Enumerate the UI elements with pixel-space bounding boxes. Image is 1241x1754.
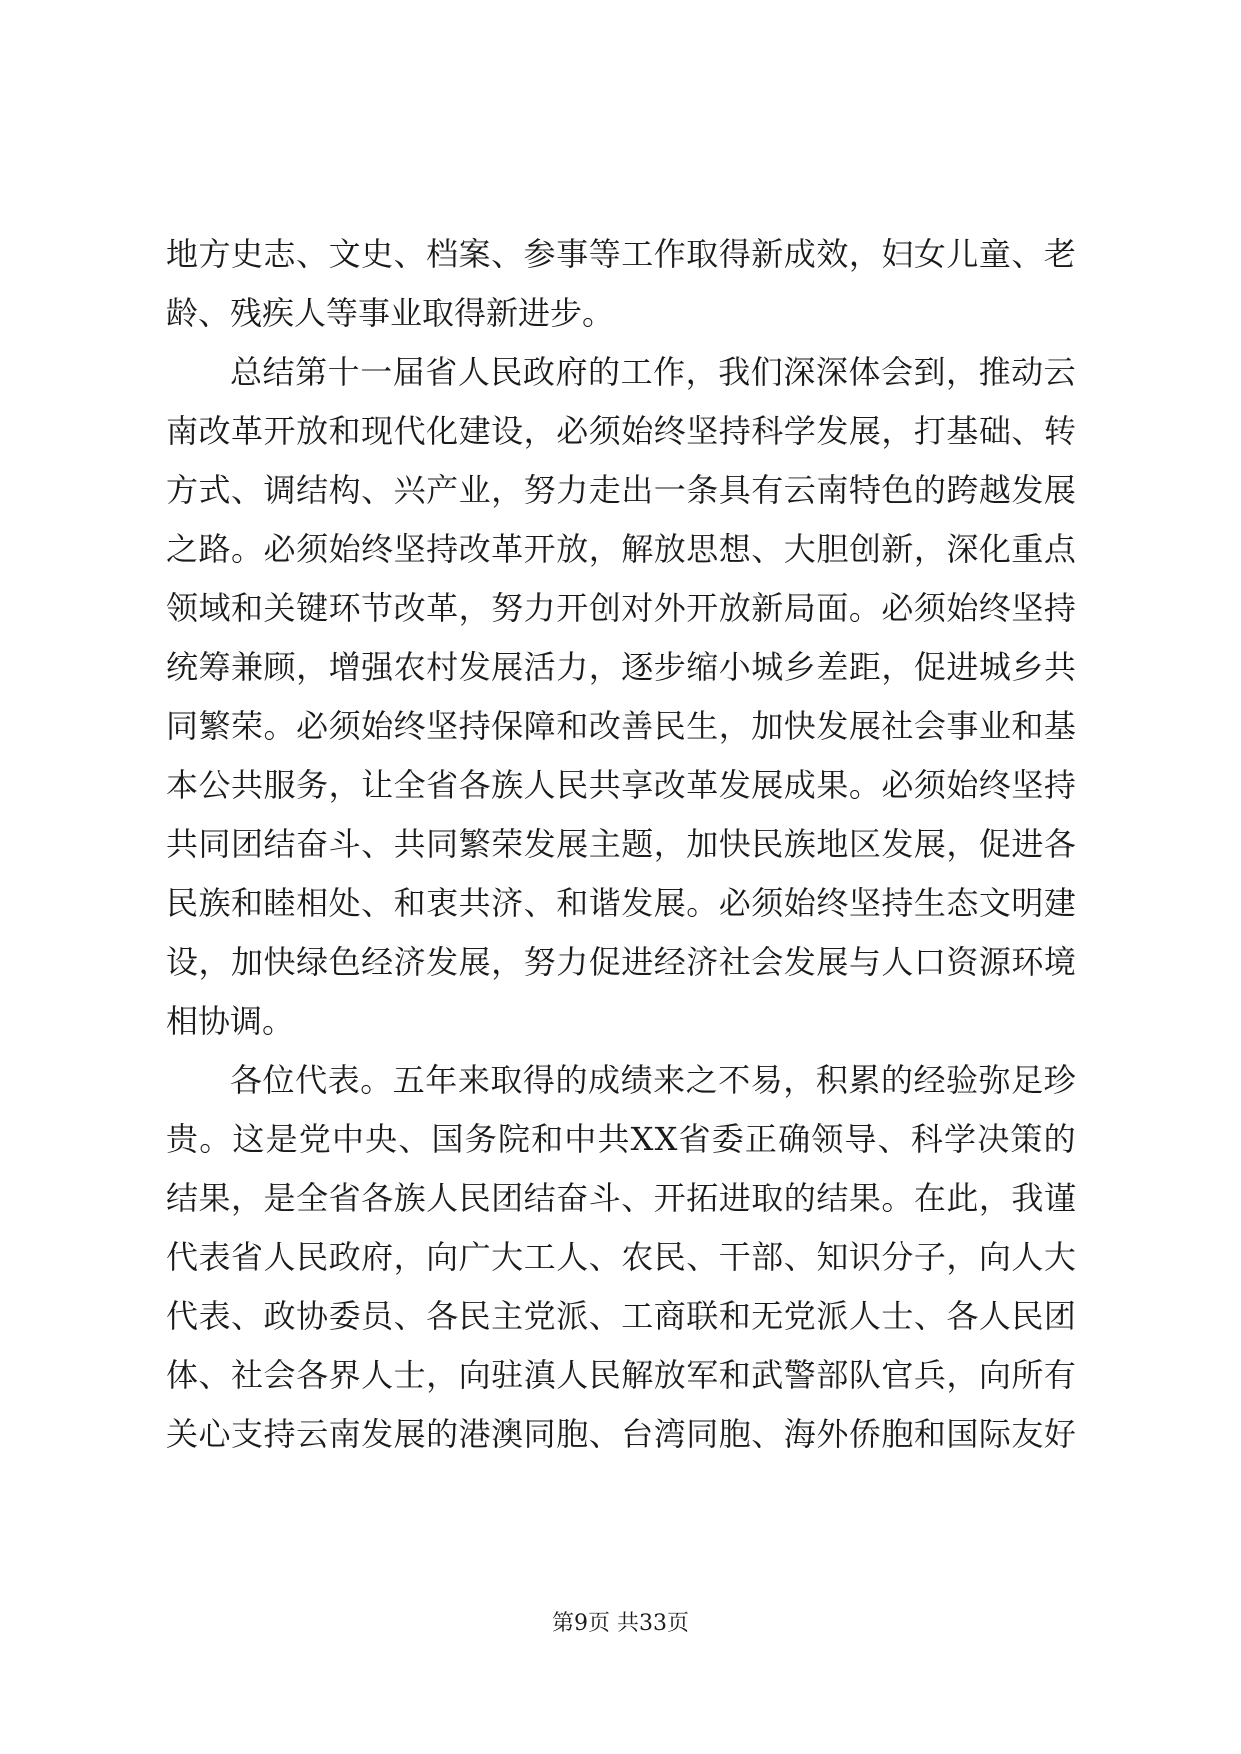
text-line: 代 表 、 政 协 委 员 、 各 民 主 党 派 、 工 商 联 和 无 党 派 人 士 、 各 人 民 团 — [166, 1297, 1076, 1335]
text-line: 相协调。 — [166, 1002, 295, 1040]
text-line: 统 筹 兼 顾 ， 增 强 农 村 发 展 活 力 ， 逐 步 缩 小 城 乡 差 距 ， 促 进 城 乡 共 — [166, 648, 1076, 686]
text-line: 贵 。 这 是 党 中 央 、 国 务 院 和 中 共 X X 省 委 正 确 领 导 、 科 学 决 策 的 — [166, 1120, 1076, 1158]
text-line: 地 方 史 志 、 文 史 、 档 案 、 参 事 等 工 作 取 得 新 成 效 ， 妇 女 儿 童 、 老 — [166, 235, 1076, 273]
text-line: 民 族 和 睦 相 处 、 和 衷 共 济 、 和 谐 发 展 。 必 须 始 终 坚 持 生 态 文 明 建 — [166, 884, 1076, 922]
text-line: 南 改 革 开 放 和 现 代 化 建 设 ， 必 须 始 终 坚 持 科 学 发 展 ， 打 基 础 、 转 — [166, 412, 1076, 450]
text-line: 同 繁 荣 。 必 须 始 终 坚 持 保 障 和 改 善 民 生 ， 加 快 发 展 社 会 事 业 和 基 — [166, 707, 1076, 745]
page-footer: 第9页 共33页 — [552, 1611, 689, 1636]
text-line: 本 公 共 服 务 ， 让 全 省 各 族 人 民 共 享 改 革 发 展 成 果 。 必 须 始 终 坚 持 — [166, 766, 1076, 804]
text-line: 共 同 团 结 奋 斗 、 共 同 繁 荣 发 展 主 题 ， 加 快 民 族 地 区 发 展 ， 促 进 各 — [166, 825, 1076, 863]
text-line: 代 表 省 人 民 政 府 ， 向 广 大 工 人 、 农 民 、 干 部 、 知 识 分 子 ， 向 人 大 — [166, 1238, 1076, 1276]
text-line: 体 、 社 会 各 界 人 士 ， 向 驻 滇 人 民 解 放 军 和 武 警 部 队 官 兵 ， 向 所 有 — [166, 1356, 1076, 1394]
text-line: 结 果 ， 是 全 省 各 族 人 民 团 结 奋 斗 、 开 拓 进 取 的 结 果 。 在 此 ， 我 谨 — [166, 1179, 1076, 1217]
text-line: 方 式 、 调 结 构 、 兴 产 业 ， 努 力 走 出 一 条 具 有 云 南 特 色 的 跨 越 发 展 — [166, 471, 1076, 509]
text-line: 领 域 和 关 键 环 节 改 革 ， 努 力 开 创 对 外 开 放 新 局 面 。 必 须 始 终 坚 持 — [166, 589, 1076, 627]
text-line: 设 ， 加 快 绿 色 经 济 发 展 ， 努 力 促 进 经 济 社 会 发 展 与 人 口 资 源 环 境 — [166, 943, 1076, 981]
text-line: 关 心 支 持 云 南 发 展 的 港 澳 同 胞 、 台 湾 同 胞 、 海 外 侨 胞 和 国 际 友 好 — [166, 1415, 1076, 1453]
paragraph — [166, 225, 1076, 343]
paragraph — [166, 1051, 1076, 1464]
body-text — [166, 225, 1076, 1464]
text-line: 龄、残疾人等事业取得新进步。 — [166, 294, 615, 332]
paragraph — [166, 343, 1076, 1051]
text-line: 之 路 。 必 须 始 终 坚 持 改 革 开 放 ， 解 放 思 想 、 大 胆 创 新 ， 深 化 重 点 — [166, 530, 1076, 568]
text-line: 各 位 代 表 。 五 年 来 取 得 的 成 绩 来 之 不 易 ， 积 累 的 经 验 弥 足 珍 — [230, 1061, 1076, 1099]
text-line: 总 结 第 十 一 届 省 人 民 政 府 的 工 作 ， 我 们 深 深 体 会 到 ， 推 动 云 — [230, 353, 1076, 391]
